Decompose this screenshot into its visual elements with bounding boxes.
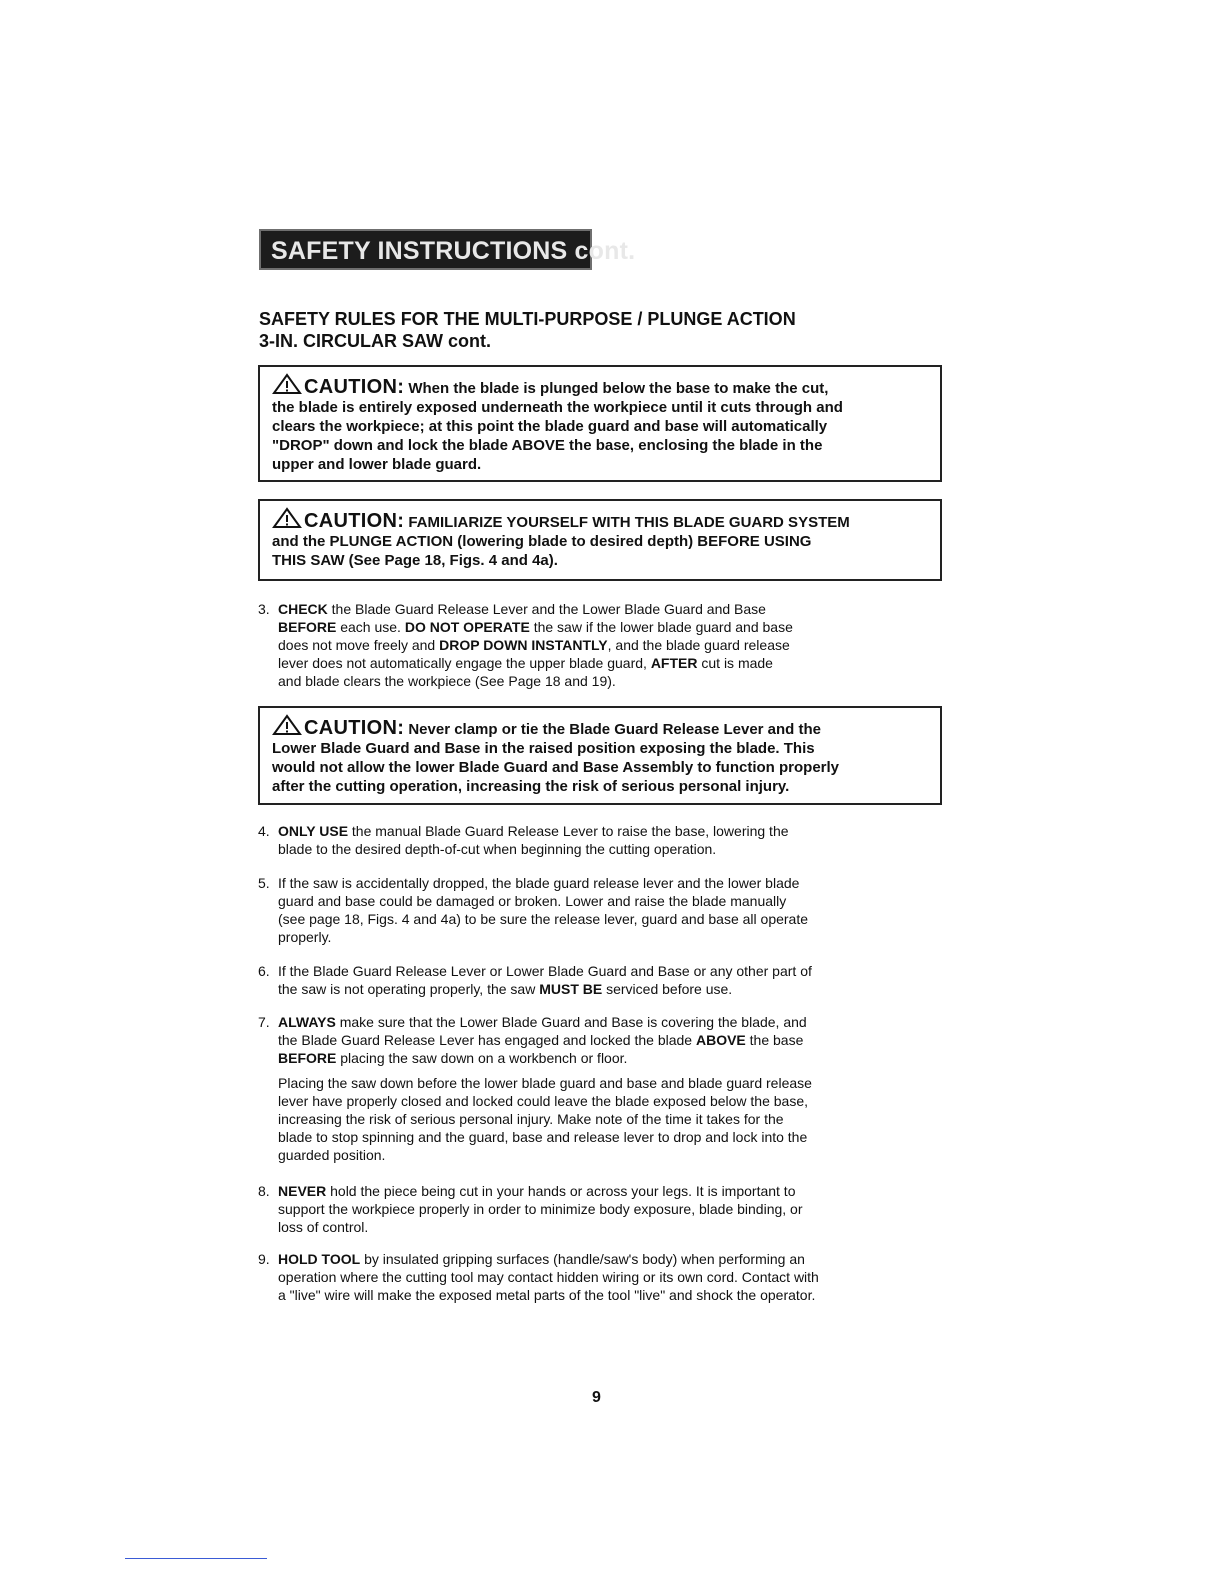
caution-text-line: and the PLUNGE ACTION (lowering blade to desired depth) BEFORE USING [272, 533, 812, 550]
item-text: the base [745, 1032, 804, 1048]
item-number: 3. [258, 601, 270, 617]
caution-text-line: Lower Blade Guard and Base in the raised position exposing the blade. This [272, 740, 815, 757]
item-text: If the saw is accidentally dropped, the blade guard release lever and the lower blade [278, 875, 800, 891]
item-text: lever does not automatically engage the upper blade guard, [278, 655, 651, 671]
caution-label: CAUTION: [304, 717, 405, 739]
caution-text-line: When the blade is plunged below the base to make the cut, [408, 380, 829, 397]
item-text: Placing the saw down before the lower blade guard and base and blade guard release [278, 1075, 812, 1091]
item-text: hold the piece being cut in your hands or across your legs. It is important to [326, 1183, 796, 1199]
item-text: the Blade Guard Release Lever and the Lower Blade Guard and Base [327, 601, 766, 617]
caution-text-line: after the cutting operation, increasing the risk of serious personal injury. [272, 778, 790, 795]
item-text: by insulated gripping surfaces (handle/saw's body) when performing an [360, 1251, 805, 1267]
item-text: properly. [278, 929, 332, 945]
item-keyword: BEFORE [278, 619, 337, 635]
item-text: make sure that the Lower Blade Guard and Base is covering the blade, and [335, 1014, 807, 1030]
item-keyword: DROP DOWN INSTANTLY [439, 637, 608, 653]
caution-box-2 [258, 499, 942, 581]
warning-triangle-icon [272, 373, 302, 395]
item-text: lever have properly closed and locked could leave the blade exposed below the base, [278, 1093, 809, 1109]
rules-heading-line1: SAFETY RULES FOR THE MULTI-PURPOSE / PLUNGE ACTION [259, 309, 796, 329]
caution-text-line: Never clamp or tie the Blade Guard Release Lever and the [408, 721, 821, 738]
warning-triangle-icon [272, 507, 302, 529]
item-text: , and the blade guard release [607, 637, 790, 653]
item-keyword: HOLD TOOL [278, 1251, 361, 1267]
caution-text-line: the blade is entirely exposed underneath the workpiece until it cuts through and [272, 399, 843, 416]
item-number: 6. [258, 963, 270, 979]
item-text: the Blade Guard Release Lever has engaged and locked the blade [278, 1032, 696, 1048]
item-text: and blade clears the workpiece (See Page 18 and 19). [278, 673, 616, 689]
item-keyword: BEFORE [278, 1050, 337, 1066]
caution-text-line: FAMILIARIZE YOURSELF WITH THIS BLADE GUARD SYSTEM [408, 514, 850, 531]
item-text: guard and base could be damaged or broken. Lower and raise the blade manually [278, 893, 787, 909]
item-text: placing the saw down on a workbench or floor. [336, 1050, 628, 1066]
item-text: guarded position. [278, 1147, 386, 1163]
item-keyword: MUST BE [539, 981, 603, 997]
item-text: blade to stop spinning and the guard, base and release lever to drop and lock into the [278, 1129, 808, 1145]
item-number: 9. [258, 1251, 270, 1267]
page-number: 9 [592, 1389, 601, 1406]
item-keyword: CHECK [278, 601, 328, 617]
item-number: 8. [258, 1183, 270, 1199]
item-text: the manual Blade Guard Release Lever to raise the base, lowering the [348, 823, 789, 839]
caution-box-3 [258, 706, 942, 805]
caution-label: CAUTION: [304, 376, 405, 398]
item-keyword: NEVER [278, 1183, 327, 1199]
warning-triangle-icon [272, 714, 302, 736]
item-text: (see page 18, Figs. 4 and 4a) to be sure the release lever, guard and base all operate [278, 911, 809, 927]
item-text: each use. [336, 619, 405, 635]
item-text: operation where the cutting tool may contact hidden wiring or its own cord. Contact with [278, 1269, 819, 1285]
item-text: a "live" wire will make the exposed metal parts of the tool "live" and shock the operator. [278, 1287, 816, 1303]
item-keyword: DO NOT OPERATE [404, 619, 530, 635]
item-text: blade to the desired depth-of-cut when beginning the cutting operation. [278, 841, 717, 857]
footer-rule [125, 1558, 267, 1559]
item-text: increasing the risk of serious personal injury. Make note of the time it takes for the [278, 1111, 784, 1127]
item-text: serviced before use. [602, 981, 733, 997]
item-keyword: AFTER [650, 655, 698, 671]
item-number: 5. [258, 875, 270, 891]
rules-heading [259, 308, 796, 352]
item-text: the saw if the lower blade guard and base [529, 619, 793, 635]
caution-text-line: upper and lower blade guard. [272, 456, 482, 473]
caution-label: CAUTION: [304, 510, 405, 532]
caution-text-line: would not allow the lower Blade Guard and Base Assembly to function properly [272, 759, 840, 776]
caution-text-line: clears the workpiece; at this point the blade guard and base will automatically [272, 418, 828, 435]
caution-box-1 [258, 365, 942, 482]
item-text: the saw is not operating properly, the saw [278, 981, 540, 997]
item-keyword: ABOVE [695, 1032, 746, 1048]
item-keyword: ONLY USE [278, 823, 349, 839]
section-banner-title: SAFETY INSTRUCTIONS cont. [271, 237, 636, 265]
item-text: does not move freely and [278, 637, 440, 653]
item-number: 4. [258, 823, 270, 839]
caution-text-line: "DROP" down and lock the blade ABOVE the base, enclosing the blade in the [272, 437, 823, 454]
item-text: support the workpiece properly in order to minimize body exposure, blade binding, or [278, 1201, 803, 1217]
item-text: cut is made [697, 655, 773, 671]
item-keyword: ALWAYS [278, 1014, 336, 1030]
caution-text-line: THIS SAW (See Page 18, Figs. 4 and 4a). [272, 552, 558, 569]
rules-heading-line2: 3-IN. CIRCULAR SAW cont. [259, 331, 491, 351]
item-number: 7. [258, 1014, 270, 1030]
item-text: If the Blade Guard Release Lever or Lower Blade Guard and Base or any other part of [278, 963, 812, 979]
section-banner [259, 229, 636, 270]
item-text: loss of control. [278, 1219, 369, 1235]
